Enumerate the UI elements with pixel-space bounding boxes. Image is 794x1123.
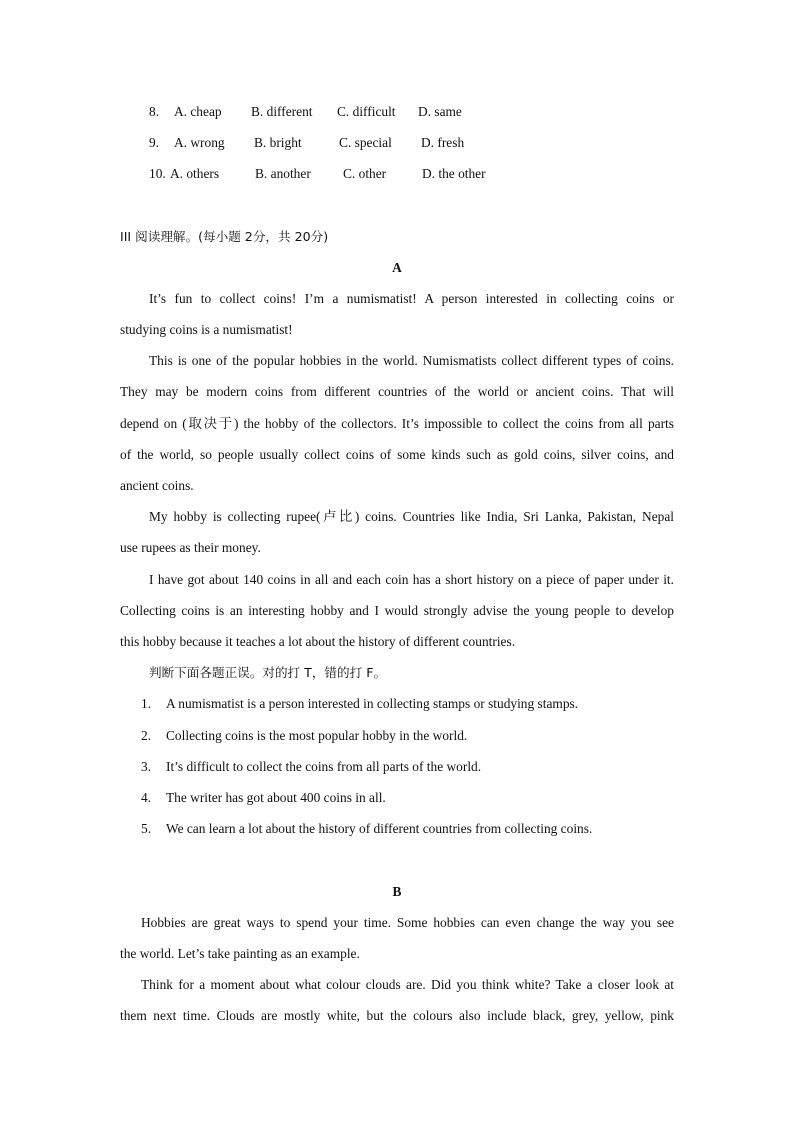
choice-number: 9. xyxy=(149,135,160,150)
question-number: 2. xyxy=(141,728,152,743)
passage-a-line: My hobby is collecting rupee(卢比) coins. Countries like India, Sri Lanka, Pakistan, Nepal xyxy=(149,509,674,524)
passage-a-line: They may be modern coins from different countries of the world or ancient coins. That will xyxy=(120,384,674,399)
question-number: 4. xyxy=(141,790,152,805)
passage-b-line: the world. Let’s take painting as an example. xyxy=(120,946,360,961)
question-text: We can learn a lot about the history of different countries from collecting coins. xyxy=(166,821,593,836)
choice-option-c: C. special xyxy=(339,135,392,150)
passage-a-line: use rupees as their money. xyxy=(120,540,261,555)
question-text: A numismatist is a person interested in collecting stamps or studying stamps. xyxy=(166,696,579,711)
passage-b-line: them next time. Clouds are mostly white, but the colours also include black, grey, yellow, pink xyxy=(120,1008,674,1023)
question-number: 3. xyxy=(141,759,152,774)
choice-number: 10. xyxy=(149,166,166,181)
passage-a-line: ancient coins. xyxy=(120,478,194,493)
passage-a-line: of the world, so people usually collect coins of some kinds such as gold coins, silver coins, and xyxy=(120,447,674,462)
question-text: The writer has got about 400 coins in all. xyxy=(166,790,386,805)
true-false-instruction: 判断下面各题正误。对的打 T，错的打 F。 xyxy=(149,665,387,680)
choice-option-c: C. difficult xyxy=(337,104,396,119)
choice-option-c: C. other xyxy=(343,166,387,181)
choice-number: 8. xyxy=(149,104,160,119)
passage-a-line: depend on (取决于) the hobby of the collectors. It’s impossible to collect the coins from all parts xyxy=(120,416,674,431)
choice-option-b: B. different xyxy=(251,104,313,119)
question-number: 5. xyxy=(141,821,152,836)
passage-a-line: I have got about 140 coins in all and each coin has a short history on a piece of paper under it. xyxy=(149,572,674,587)
question-text: Collecting coins is the most popular hobby in the world. xyxy=(166,728,468,743)
passage-b-line: Hobbies are great ways to spend your time. Some hobbies can even change the way you see xyxy=(141,915,674,930)
passage-b-title: B xyxy=(392,884,402,899)
choice-option-d: D. fresh xyxy=(421,135,465,150)
passage-a-title: A xyxy=(392,260,402,275)
passage-a-line: It’s fun to collect coins! I’m a numismatist! A person interested in collecting coins or xyxy=(149,291,674,306)
choice-option-b: B. another xyxy=(255,166,311,181)
choice-option-d: D. same xyxy=(418,104,462,119)
choice-option-a: A. cheap xyxy=(174,104,222,119)
passage-a-line: Collecting coins is an interesting hobby and I would strongly advise the young people to develop xyxy=(120,603,674,618)
choice-option-a: A. others xyxy=(170,166,220,181)
passage-a-line: This is one of the popular hobbies in the world. Numismatists collect different types of coins. xyxy=(149,353,674,368)
passage-a-line: studying coins is a numismatist! xyxy=(120,322,293,337)
choice-option-b: B. bright xyxy=(254,135,302,150)
question-number: 1. xyxy=(141,696,152,711)
question-text: It’s difficult to collect the coins from all parts of the world. xyxy=(166,759,482,774)
section-heading: III 阅读理解。(每小题 2分，共 20分) xyxy=(120,229,329,244)
passage-b-line: Think for a moment about what colour clouds are. Did you think white? Take a closer look at xyxy=(141,977,674,992)
passage-a-line: this hobby because it teaches a lot about the history of different countries. xyxy=(120,634,516,649)
choice-option-d: D. the other xyxy=(422,166,486,181)
choice-option-a: A. wrong xyxy=(174,135,225,150)
